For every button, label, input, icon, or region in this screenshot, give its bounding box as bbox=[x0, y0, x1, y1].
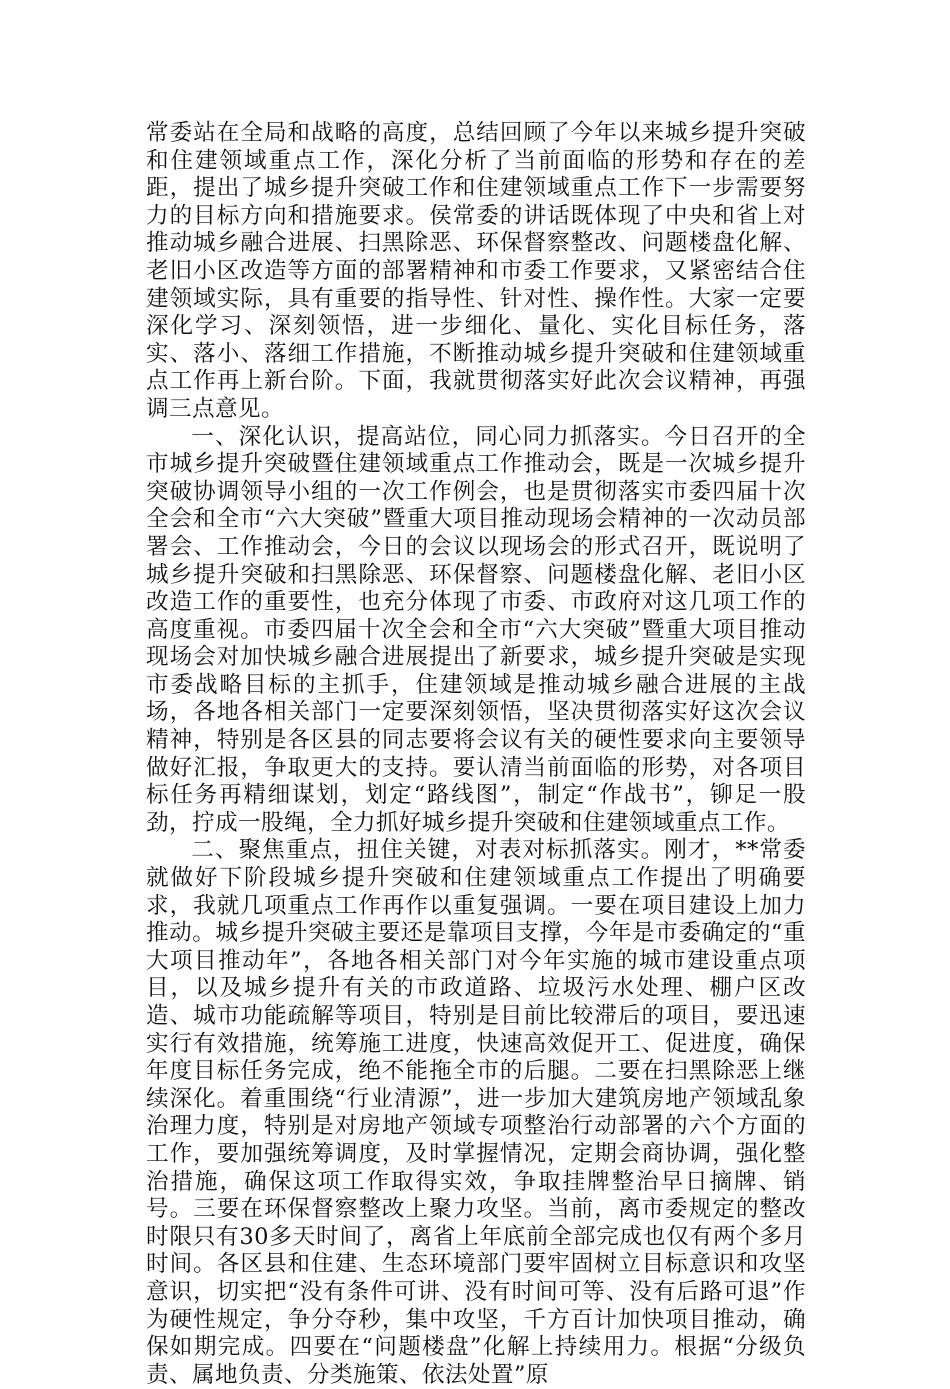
paragraph-intro-continuation: 常委站在全局和战略的高度，总结回顾了今年以来城乡提升突破和住建领域重点工作，深化分析了当前面临的形势和存在的差距，提出了城乡提升突破工作和住建领域重点工作下一步需要努力的目标方向和措施要求。侯常委的讲话既体现了中央和省上对推动城乡融合进展、扫黑除恶、环保督察整改、问题楼盘化解、老旧小区改造等方面的部署精神和市委工作要求，又紧密结合住建领域实际，具有重要的指导性、针对性、操作性。大家一定要深化学习、深刻领悟，进一步细化、量化、实化目标任务，落实、落小、落细工作措施，不断推动城乡提升突破和住建领域重点工作再上新台阶。下面，我就贯彻落实好此次会议精神，再强调三点意见。 bbox=[146, 120, 806, 422]
document-body bbox=[146, 120, 806, 1389]
paragraph-section-two: 二、聚焦重点，扭住关键，对表对标抓落实。刚才，**常委就做好下阶段城乡提升突破和住建领域重点工作提出了明确要求，我就几项重点工作再作以重复强调。一要在项目建设上加力推动。城乡提升突破主要还是靠项目支撑，今年是市委确定的“重大项目推动年”，各地各相关部门对今年实施的城市建设重点项目，以及城乡提升有关的市政道路、垃圾污水处理、棚户区改造、城市功能疏解等项目，特别是目前比较滞后的项目，要迅速实行有效措施，统筹施工进度，快速高效促开工、促进度，确保年度目标任务完成，绝不能拖全市的后腿。二要在扫黑除恶上继续深化。着重围绕“行业清源”，进一步加大建筑房地产领域乱象治理力度，特别是对房地产领域专项整治行动部署的六个方面的工作，要加强统筹调度，及时掌握情况，定期会商协调，强化整治措施，确保这项工作取得实效，争取挂牌整治早日摘牌、销号。三要在环保督察整改上聚力攻坚。当前，离市委规定的整改时限只有30多天时间了，离省上年底前全部完成也仅有两个多月时间。各区县和住建、生态环境部门要牢固树立目标意识和攻坚意识，切实把“没有条件可讲、没有时间可等、没有后路可退”作为硬性规定，争分夺秒，集中攻坚，千方百计加快项目推动，确保如期完成。四要在“问题楼盘”化解上持续用力。根据“分级负责、属地负责、分类施策、依法处置”原 bbox=[146, 837, 806, 1388]
paragraph-section-one: 一、深化认识，提高站位，同心同力抓落实。今日召开的全市城乡提升突破暨住建领域重点工作推动会，既是一次城乡提升突破协调领导小组的一次工作例会，也是贯彻落实市委四届十次全会和全市“六大突破”暨重大项目推动现场会精神的一次动员部署会、工作推动会，今日的会议以现场会的形式召开，既说明了城乡提升突破和扫黑除恶、环保督察、问题楼盘化解、老旧小区改造工作的重要性，也充分体现了市委、市政府对这几项工作的高度重视。市委四届十次全会和全市“六大突破”暨重大项目推动现场会对加快城乡融合进展提出了新要求，城乡提升突破是实现市委战略目标的主抓手，住建领域是推动城乡融合进展的主战场，各地各相关部门一定要深刻领悟，坚决贯彻落实好这次会议精神，特别是各区县的同志要将会议有关的硬性要求向主要领导做好汇报，争取更大的支持。要认清当前面临的形势，对各项目标任务再精细谋划，划定“路线图”，制定“作战书”，铆足一股劲，拧成一股绳，全力抓好城乡提升突破和住建领域重点工作。 bbox=[146, 423, 806, 836]
